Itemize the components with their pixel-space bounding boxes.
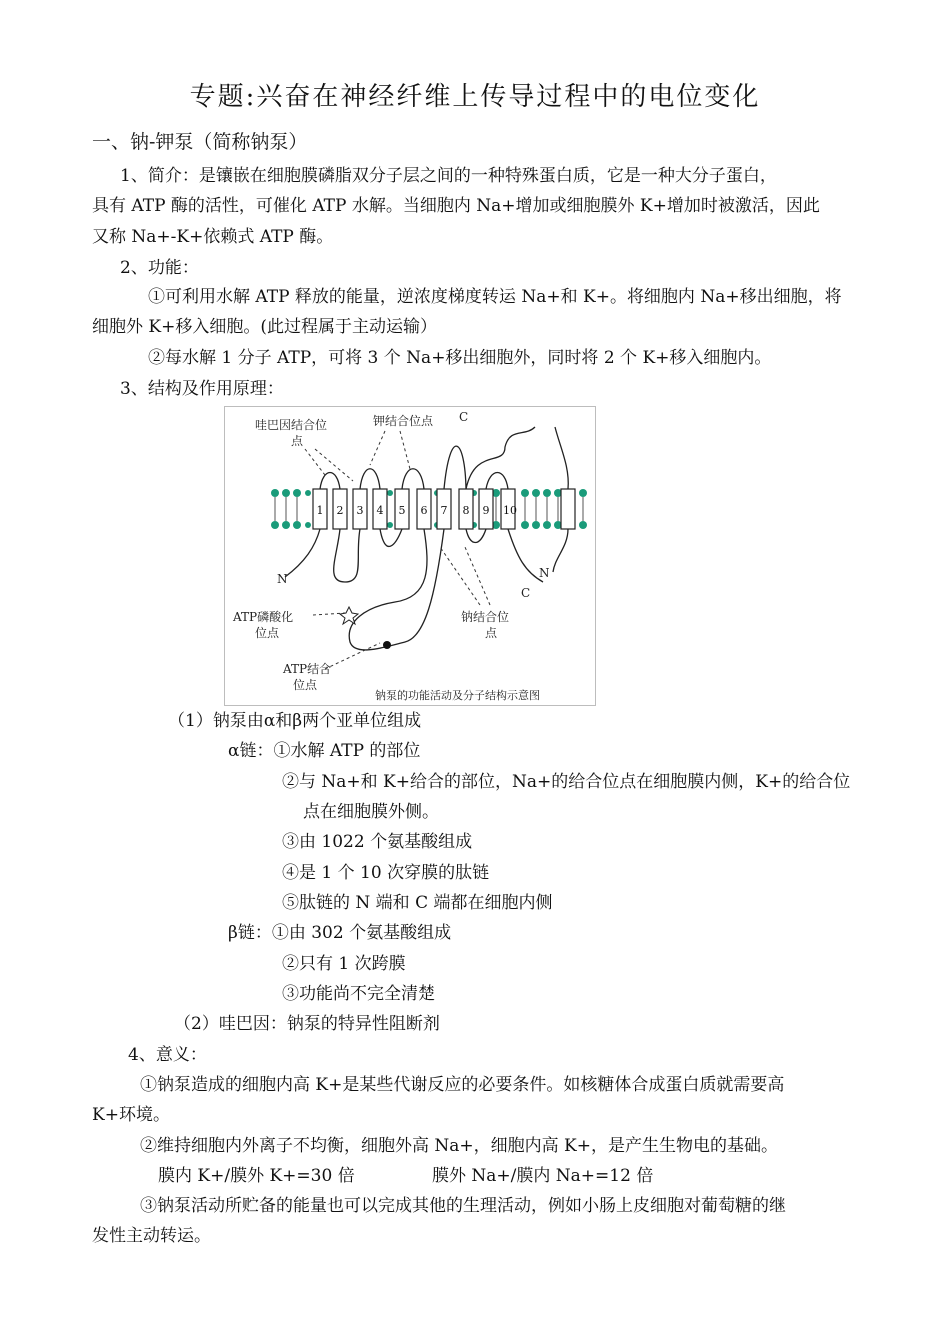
segment-label: 3	[356, 504, 364, 517]
label-na-site: 钠结合位	[461, 610, 510, 624]
beta-item-3: ③功能尚不完全清楚	[282, 984, 435, 1004]
alpha-item-3: ③由 1022 个氨基酸组成	[282, 832, 473, 852]
label-atp-bind-2: 位点	[293, 678, 318, 692]
alpha-item-1: α链：①水解 ATP 的部位	[228, 741, 421, 761]
alpha-item-5: ⑤肽链的 N 端和 C 端都在细胞内侧	[282, 893, 553, 913]
segment-label: 8	[462, 504, 470, 517]
page-title: 专题:兴奋在神经纤维上传导过程中的电位变化	[189, 82, 761, 112]
significance-line-1: ①钠泵造成的细胞内高 K+是某些代谢反应的必要条件。如核糖体合成蛋白质就需要高	[140, 1075, 785, 1095]
label-c-top: C	[459, 410, 469, 424]
peptide-chain	[285, 427, 568, 650]
atp-binding-site	[383, 641, 391, 649]
detail-p2: （2）哇巴因：钠泵的特异性阻断剂	[174, 1014, 440, 1034]
sodium-pump-figure	[224, 406, 596, 706]
label-n-right: N	[539, 566, 550, 580]
alpha-item-2a: ②与 Na+和 K+给合的部位，Na+的给合位点在细胞膜内侧，K+的给合位	[282, 772, 851, 792]
label-c-bottom: C	[521, 586, 531, 600]
alpha-item-2b: 点在细胞膜外侧。	[303, 802, 439, 822]
segment-label: 9	[482, 504, 490, 517]
section-heading: 一、钠-钾泵（简称钠泵）	[92, 131, 308, 153]
label-n-left: N	[277, 572, 288, 586]
segment-label: 4	[376, 504, 384, 517]
intro-line-1: 1、简介：是镶嵌在细胞膜磷脂双分子层之间的一种特殊蛋白质，它是一种大分子蛋白，	[120, 166, 777, 186]
function-line-1: ①可利用水解 ATP 释放的能量，逆浓度梯度转运 Na+和 K+。将细胞内 Na+移出细胞，将	[148, 287, 842, 307]
beta-item-2: ②只有 1 次跨膜	[282, 954, 406, 974]
significance-line-5: ③钠泵活动所贮备的能量也可以完成其他的生理活动，例如小肠上皮细胞对葡萄糖的继	[140, 1196, 786, 1216]
beta-item-1: β链：①由 302 个氨基酸组成	[228, 923, 452, 943]
structure-heading: 3、结构及作用原理：	[120, 379, 284, 399]
significance-line-6: 发性主动转运。	[92, 1226, 211, 1246]
alpha-item-4: ④是 1 个 10 次穿膜的肽链	[282, 863, 490, 883]
segment-label: 6	[420, 504, 428, 517]
label-na-site-2: 点	[485, 626, 498, 640]
pump-diagram	[225, 407, 595, 705]
function-line-2: 细胞外 K+移入细胞。(此过程属于主动运输）	[92, 317, 437, 337]
function-line-3: ②每水解 1 分子 ATP，可将 3 个 Na+移出细胞外，同时将 2 个 K+移入细胞内。	[148, 348, 772, 368]
ratio-na: 膜外 Na+/膜内 Na+=12 倍	[432, 1166, 654, 1186]
label-ouabain: 哇巴因结合位	[255, 418, 328, 432]
intro-line-3: 又称 Na+-K+依赖式 ATP 酶。	[92, 227, 334, 247]
segment-label: 10	[503, 504, 517, 517]
segment-label: 2	[336, 504, 344, 517]
pointer-arrows	[305, 431, 490, 669]
significance-line-2: K+环境。	[92, 1105, 170, 1125]
segment-label: 7	[440, 504, 448, 517]
detail-p1: （1）钠泵由α和β两个亚单位组成	[168, 711, 422, 731]
significance-line-3: ②维持细胞内外离子不均衡，细胞外高 Na+，细胞内高 K+，是产生生物电的基础。	[140, 1136, 779, 1156]
ratio-k: 膜内 K+/膜外 K+=30 倍	[158, 1166, 355, 1186]
segment-label: 5	[398, 504, 406, 517]
function-heading: 2、功能：	[120, 258, 199, 278]
label-k-site: 钾结合位点	[373, 414, 434, 428]
label-atp-phos-2: 位点	[255, 626, 280, 640]
atp-phosphorylation-site	[340, 607, 358, 624]
significance-heading: 4、意义：	[128, 1045, 207, 1065]
label-ouabain-2: 点	[291, 434, 304, 448]
label-atp-bind: ATP结合	[283, 662, 332, 676]
figure-caption: 钠泵的功能活动及分子结构示意图	[375, 689, 540, 702]
label-atp-phos: ATP磷酸化	[233, 610, 294, 624]
intro-line-2: 具有 ATP 酶的活性，可催化 ATP 水解。当细胞内 Na+增加或细胞膜外 K+增加时被激活，因此	[92, 196, 820, 216]
segment-label: 1	[316, 504, 324, 517]
